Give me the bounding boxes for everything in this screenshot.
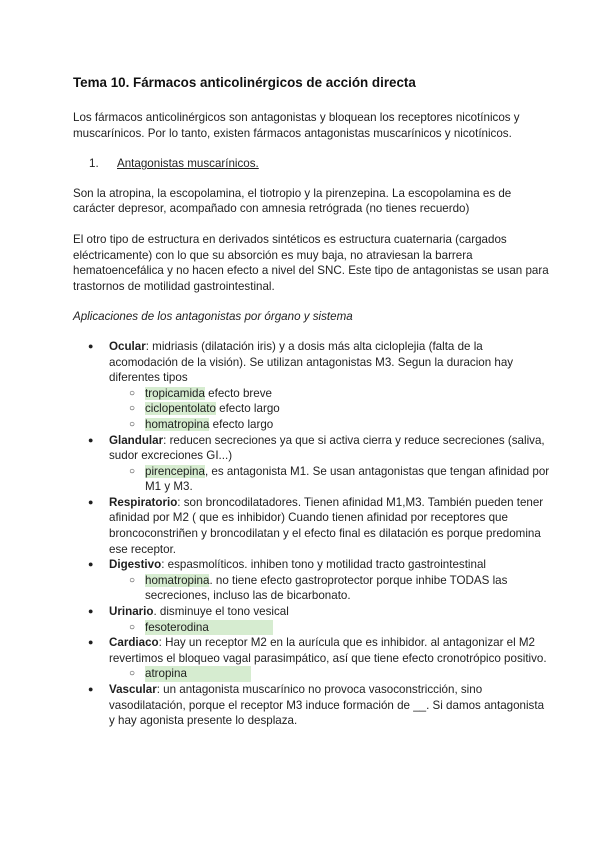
sub-item-text: efecto breve [204, 386, 272, 400]
drug-highlight: ciclopentolato [145, 402, 216, 416]
sub-item [109, 401, 550, 417]
drug-highlight: tropicamida [145, 386, 205, 400]
sub-item-text: efecto largo [215, 402, 280, 416]
drug-highlight: homatropina [145, 417, 210, 431]
item-text: : son broncodilatadores. Tienen afinidad M1,M3. También pueden tener afinidad por M2 ( que es inhibidor) Cuando tienen afinidad por receptores que broncoconstriñen y broncodilatan y el efecto final es dilatación es porque predomina ese receptor. [109, 495, 544, 556]
list-item-vascular [73, 682, 550, 729]
paragraph-2: El otro tipo de estructura en derivados sintéticos es estructura cuaternaria (cargados eléctricamente) con lo que su absorción es muy baja, no atraviesan la barrera hematoencefálica y no hacen efecto a nivel del SNC. Este tipo de antagonistas se usan para trastornos de motilidad gastrointestinal. [73, 232, 549, 293]
list-item-urinario [73, 604, 550, 635]
sub-item [109, 417, 550, 433]
section-number: 1. [89, 157, 99, 171]
sub-list [109, 666, 550, 682]
subheading: Aplicaciones de los antagonistas por órgano y sistema [73, 310, 353, 324]
sub-item-text: efecto largo [209, 417, 274, 431]
section-heading [73, 156, 550, 172]
item-text: : reducen secreciones ya que si activa cierra y reduce secreciones (saliva, sudor excreciones GI...) [109, 433, 545, 463]
item-label: Respiratorio [109, 495, 178, 509]
drug-highlight: homatropina [145, 573, 210, 587]
item-label: Cardiaco [109, 636, 159, 650]
drug-highlight: fesoterodina [145, 620, 273, 636]
paragraph-1: Son la atropina, la escopolamina, el tiotropio y la pirenzepina. La escopolamina es de carácter depresor, acompañado con amnesia retrógrada (no tienes recuerdo) [73, 186, 512, 216]
item-text: : espasmolíticos. inhiben tono y motilidad tracto gastrointestinal [161, 558, 486, 572]
item-label: Urinario [109, 605, 154, 619]
section-label: Antagonistas muscarínicos. [117, 157, 259, 171]
item-text: : un antagonista muscarínico no provoca vasoconstricción, sino vasodilatación, porque el receptor M3 induce formación de __. Si damos antagonista y hay agonista presente lo desplaza. [109, 683, 545, 728]
list-item-glandular [73, 433, 550, 495]
drug-highlight: pirencepina [145, 464, 205, 478]
sub-item [109, 666, 550, 682]
organ-list [73, 339, 550, 729]
list-item-respiratorio [73, 495, 550, 557]
sub-item [109, 386, 550, 402]
list-item-cardiaco [73, 635, 550, 682]
item-text: : Hay un receptor M2 en la aurícula que es inhibidor. al antagonizar el M2 revertimos el bloqueo vagal parasimpático, así que tiene efecto cronotrópico positivo. [109, 636, 547, 665]
item-label: Digestivo [109, 558, 162, 572]
sub-item [109, 620, 550, 636]
sub-item-text: , es antagonista M1. Se usan antagonistas que tengan afinidad por M1 y M3. [145, 464, 550, 494]
sub-list [109, 386, 550, 433]
item-text: : midriasis (dilatación iris) y a dosis más alta cicloplejia (falta de la acomodación de la visión). Se utilizan antagonistas M3. Segun la duracion hay diferentes tipos [109, 339, 514, 385]
item-label: Ocular [109, 339, 146, 353]
sub-item [109, 573, 550, 604]
sub-item-text: . no tiene efecto gastroprotector porque inhibe TODAS las secreciones, incluso las de bicarbonato. [145, 573, 508, 603]
item-label: Glandular [109, 433, 164, 447]
list-item-ocular [73, 339, 550, 433]
item-text: . disminuye el tono vesical [153, 605, 289, 619]
sub-list [109, 464, 550, 495]
intro-paragraph: Los fármacos anticolinérgicos son antagonistas y bloquean los receptores nicotínicos y muscarínicos. Por lo tanto, existen fármacos antagonistas muscarínicos y nicotínicos. [73, 111, 520, 140]
item-label: Vascular [109, 683, 157, 696]
page-title: Tema 10. Fármacos anticolinérgicos de acción directa [73, 75, 416, 90]
sub-list [109, 620, 550, 636]
drug-highlight: atropina [145, 666, 251, 682]
sub-item [109, 464, 550, 495]
list-item-digestivo [73, 557, 550, 604]
sub-list [109, 573, 550, 604]
